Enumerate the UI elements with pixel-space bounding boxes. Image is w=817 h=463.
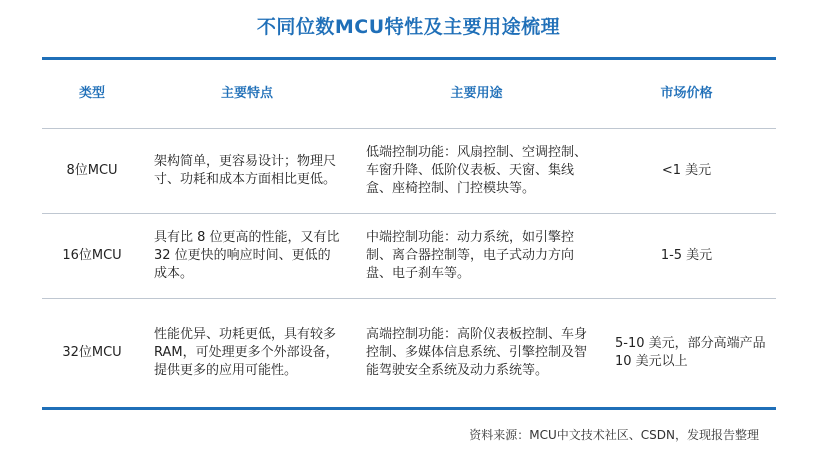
cell-features: 性能优异、功耗更低，具有较多 RAM，可处理更多个外部设备，提供更多的应用可能性。 <box>154 327 339 378</box>
cell-price: 1-5 美元 <box>660 248 713 263</box>
header-uses: 主要用途 <box>450 86 503 101</box>
cell-type: 8位MCU <box>66 163 118 178</box>
cell-features: 具有比 8 位更高的性能，又有比 32 位更快的响应时间、更低的成本。 <box>154 230 340 281</box>
header-price: 市场价格 <box>660 86 713 101</box>
page-title: 不同位数MCU特性及主要用途梳理 <box>256 16 561 38</box>
source-note: 资料来源：MCU中文技术社区、CSDN，发现报告整理 <box>469 428 759 442</box>
header-features: 主要特点 <box>220 86 273 101</box>
cell-uses: 高端控制功能：高阶仪表板控制、车身控制、多媒体信息系统、引擎控制及智能驾驶安全系统及动力系统等。 <box>366 327 588 378</box>
cell-price: 5-10 美元，部分高端产品 10 美元以上 <box>615 336 766 369</box>
table-row <box>42 129 776 214</box>
cell-features: 架构简单，更容易设计；物理尺寸、功耗和成本方面相比更低。 <box>154 154 337 187</box>
table-header-row <box>42 60 776 129</box>
mcu-comparison-table <box>42 57 776 410</box>
cell-uses: 中端控制功能：动力系统，如引擎控制、离合器控制等，电子式动力方向盘、电子刹车等。 <box>366 230 575 281</box>
header-type: 类型 <box>78 86 105 101</box>
cell-price: <1 美元 <box>661 163 712 178</box>
table-row <box>42 299 776 407</box>
cell-type: 32位MCU <box>62 345 122 360</box>
cell-type: 16位MCU <box>62 248 122 263</box>
cell-uses: 低端控制功能：风扇控制、空调控制、车窗升降、低阶仪表板、天窗、集线盒、座椅控制、门控模块等。 <box>366 145 588 196</box>
table-row <box>42 214 776 299</box>
